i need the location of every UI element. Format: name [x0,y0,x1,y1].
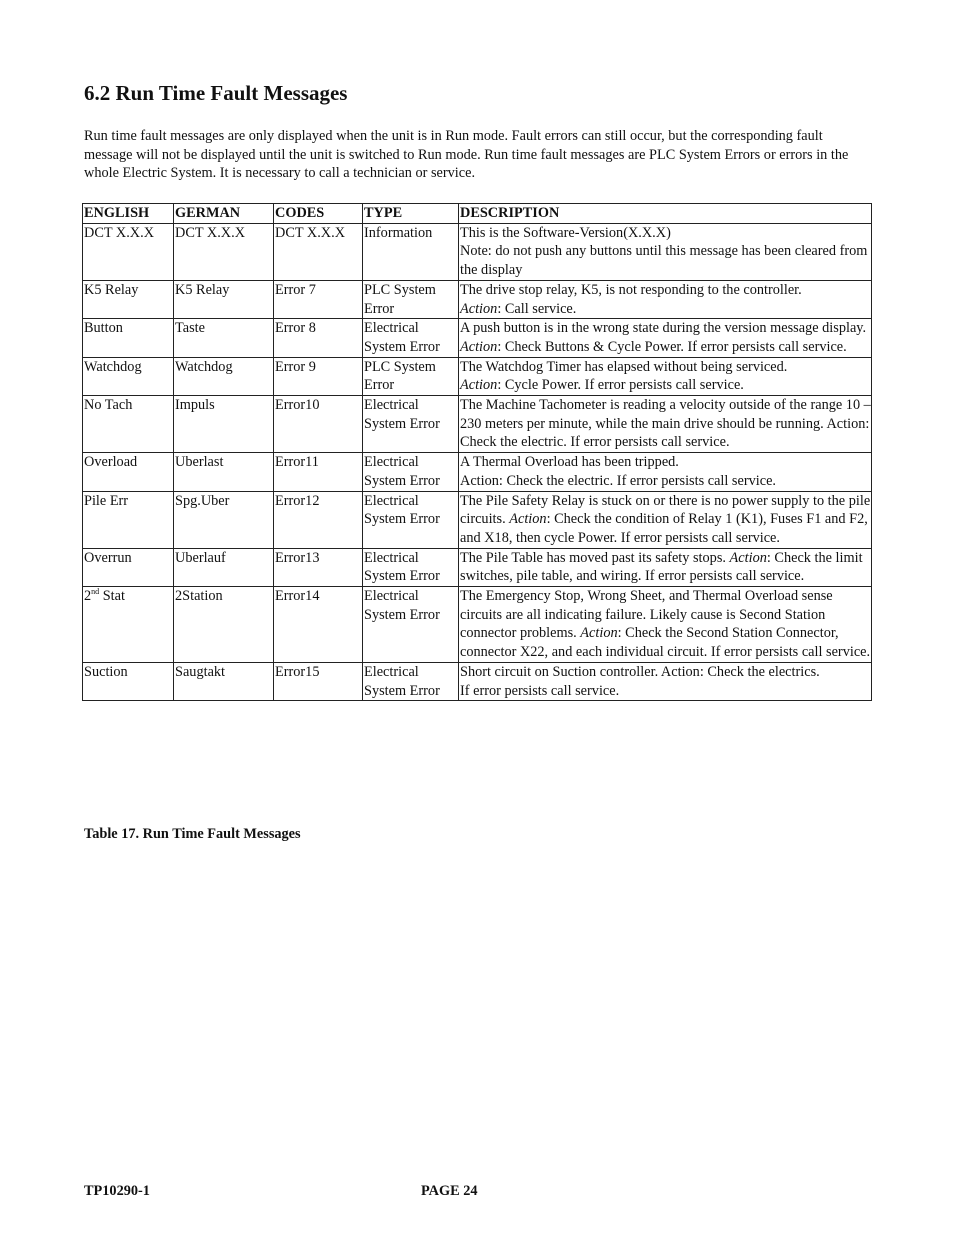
action-text: : Cycle Power. If error persists call service. [497,377,744,394]
action-label: Action [580,625,618,642]
table-caption: Table 17. Run Time Fault Messages [84,826,301,842]
cell-german: Taste [174,319,274,357]
cell-type: Electrical System Error [363,319,459,357]
section-title: 6.2 Run Time Fault Messages [84,81,348,105]
cell-german: Spg.Uber [174,491,274,548]
cell-type: Electrical System Error [363,662,459,700]
cell-code: Error 8 [274,319,363,357]
cell-code: Error14 [274,587,363,663]
description-note: Note: do not push any buttons until this message has been cleared from the display [460,243,868,279]
cell-description [459,491,872,548]
table-row [83,280,872,318]
footer-doc-id: TP10290-1 [84,1183,150,1199]
action-text: : Check Buttons & Cycle Power. If error persists call service. [497,338,847,355]
ordinal-number: 2 [84,588,92,605]
fault-messages-table [82,203,872,701]
table-row [83,357,872,395]
english-rest: Stat [99,588,125,605]
description-line: The Emergency Stop, Wrong Sheet, and Thermal Overload sense circuits are all indicating failure. Likely cause is Second Station connector problems. [460,588,833,642]
cell-description [459,587,872,663]
action-text: If error persists call service. [460,682,620,699]
header-type: TYPE [363,204,459,224]
description-line: The Pile Safety Relay is stuck on or there is no power supply to the pile circuits. [460,492,871,528]
description-line: A push button is in the wrong state during the version message display. [460,320,867,337]
action-text: : Call service. [497,300,577,317]
cell-type: PLC System Error [363,357,459,395]
cell-german: Uberlast [174,453,274,491]
description-line: Short circuit on Suction controller. Action: Check the electrics. [460,663,820,680]
action-label: Action [509,511,547,528]
cell-type: Electrical System Error [363,491,459,548]
ordinal-suffix: nd [91,587,100,597]
table-row [83,491,872,548]
cell-code: Error 7 [274,280,363,318]
header-english: ENGLISH [83,204,174,224]
cell-english: Button [83,319,174,357]
action-text: Action: Check the electric. If error persists call service. [460,472,776,489]
cell-code: Error13 [274,548,363,586]
cell-description [459,357,872,395]
description-line: A Thermal Overload has been tripped. [460,454,679,471]
cell-german: Uberlauf [174,548,274,586]
action-label: Action [460,300,498,317]
cell-type: Electrical System Error [363,396,459,453]
table-row [83,662,872,700]
description-line: The Pile Table has moved past its safety stops. [460,549,730,566]
footer-page-number: PAGE 24 [421,1183,478,1199]
cell-code: Error 9 [274,357,363,395]
table-row [83,587,872,663]
description-line: The Watchdog Timer has elapsed without being serviced. [460,358,788,375]
description-line: This is the Software-Version(X.X.X) [460,224,671,241]
table-row [83,453,872,491]
action-text: : Check the limit switches, pile table, and wiring. If error persists call service. [460,549,863,585]
cell-code: Error10 [274,396,363,453]
action-text: : Check the Second Station Connector, connector X22, and each individual circuit. If error persists call service. [460,625,871,661]
header-codes: CODES [274,204,363,224]
action-label: Action [460,338,498,355]
cell-code: Error15 [274,662,363,700]
cell-german: Impuls [174,396,274,453]
cell-type: Electrical System Error [363,587,459,663]
cell-description [459,223,872,280]
action-label: Action [729,549,767,566]
cell-english: Pile Err [83,491,174,548]
cell-english [83,587,174,663]
cell-description [459,280,872,318]
table-row [83,223,872,280]
cell-code: Error11 [274,453,363,491]
cell-description [459,662,872,700]
cell-english: Overload [83,453,174,491]
cell-type: Electrical System Error [363,453,459,491]
table-row [83,396,872,453]
table-row [83,319,872,357]
cell-english: Suction [83,662,174,700]
action-text: : Check the condition of Relay 1 (K1), Fuses F1 and F2, and X18, then cycle Power. If error persists call service. [460,511,868,546]
cell-english: Watchdog [83,357,174,395]
header-german: GERMAN [174,204,274,224]
cell-type: PLC System Error [363,280,459,318]
cell-german: DCT X.X.X [174,223,274,280]
cell-german: Watchdog [174,357,274,395]
cell-code: DCT X.X.X [274,223,363,280]
description-line: The drive stop relay, K5, is not responding to the controller. [460,281,802,298]
cell-english: Overrun [83,548,174,586]
intro-paragraph: Run time fault messages are only displayed when the unit is in Run mode. Fault errors can still occur, but the corresponding fault message will not be displayed until the unit is switched to Run mode. Run time fault messages are PLC System Errors or errors in the whole Electric System. It is necessary to call a technician or service. [84,128,849,182]
cell-description [459,548,872,586]
header-description: DESCRIPTION [459,204,872,224]
cell-german: Saugtakt [174,662,274,700]
cell-english: No Tach [83,396,174,453]
cell-type: Electrical System Error [363,548,459,586]
cell-description [459,453,872,491]
cell-german: K5 Relay [174,280,274,318]
action-label: Action [460,377,498,394]
cell-english: K5 Relay [83,280,174,318]
cell-description: The Machine Tachometer is reading a velocity outside of the range 10 – 230 meters per minute, while the main drive should be running. Action: Check the electric. If error persists call service. [459,396,872,453]
table-row [83,548,872,586]
cell-english: DCT X.X.X [83,223,174,280]
cell-type: Information [363,223,459,280]
cell-code: Error12 [274,491,363,548]
cell-description [459,319,872,357]
cell-german: 2Station [174,587,274,663]
table-header-row [83,204,872,224]
